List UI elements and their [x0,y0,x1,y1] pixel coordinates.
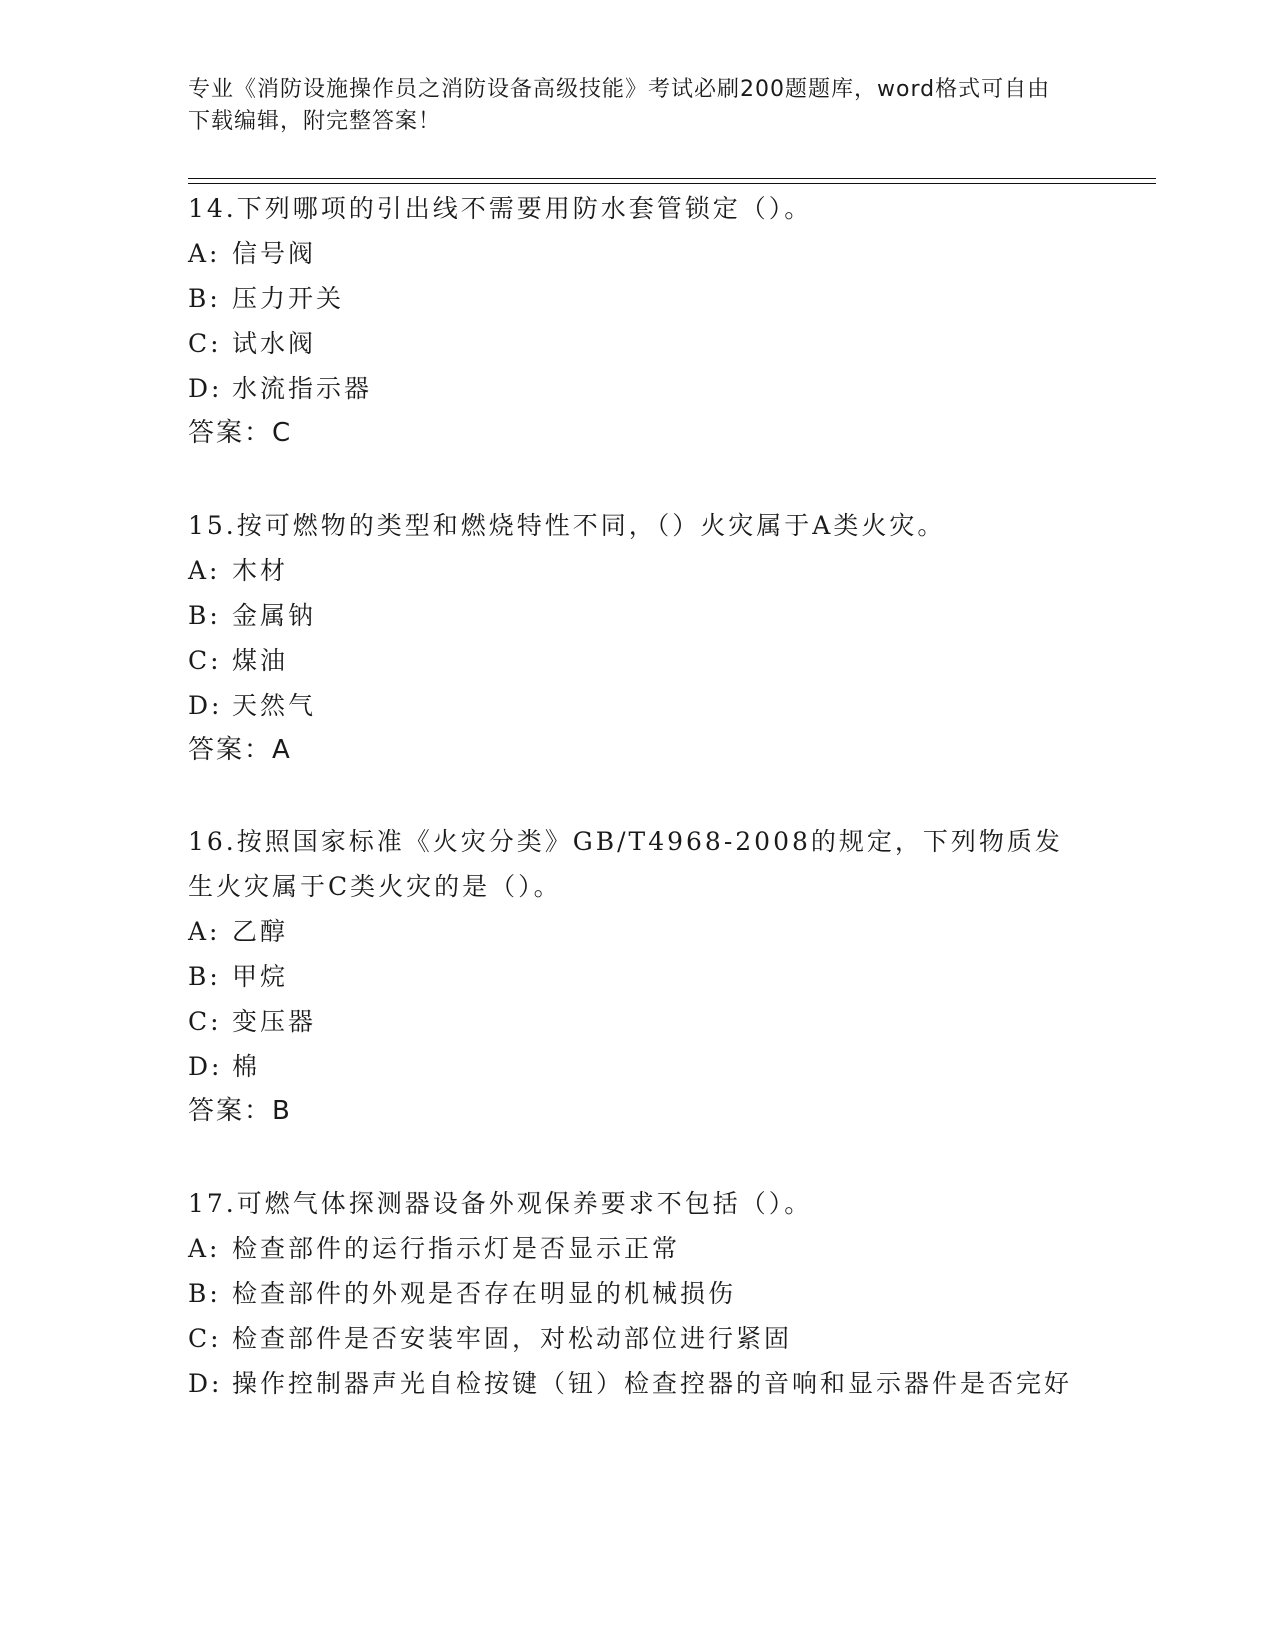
option-text: 棉 [232,1052,261,1081]
question-16 [188,819,1078,1134]
question-stem: 17.可燃气体探测器设备外观保养要求不包括（）。 [188,1189,813,1218]
question-stem: 15.按可燃物的类型和燃烧特性不同，（）火灾属于A类火灾。 [188,511,946,540]
option-b [188,276,1078,321]
option-letter: C: [188,1007,222,1036]
question-stem: 16.按照国家标准《火灾分类》GB/T4968-2008的规定，下列物质发生火灾属于C类火灾的是（）。 [188,827,1063,901]
option-text: 乙醇 [232,917,289,946]
option-letter: D: [188,1052,223,1081]
option-text: 煤油 [232,646,289,675]
option-letter: C: [188,1324,222,1353]
answer: 答案：C [188,418,293,448]
question-stem: 14.下列哪项的引出线不需要用防水套管锁定（）。 [188,194,813,223]
option-letter: B: [188,601,221,630]
header-divider-bottom [188,183,1156,184]
option-text: 金属钠 [232,601,317,630]
option-d [188,366,1078,411]
answer: 答案：A [188,735,292,765]
option-a [188,548,1078,593]
option-letter: A: [188,1234,221,1263]
option-b [188,954,1078,999]
option-text: 水流指示器 [232,374,373,403]
option-text: 检查部件是否安装牢固，对松动部位进行紧固 [232,1324,793,1353]
option-text: 天然气 [232,691,317,720]
option-letter: C: [188,646,222,675]
option-text: 检查部件的运行指示灯是否显示正常 [232,1234,681,1263]
question-14 [188,186,1078,456]
option-text: 变压器 [232,1007,317,1036]
option-letter: B: [188,284,221,313]
question-17 [188,1181,1078,1406]
option-text: 试水阀 [232,329,317,358]
document-header: 专业《消防设施操作员之消防设备高级技能》考试必刷200题题库，word格式可自由下载编辑，附完整答案！ [188,77,1051,134]
option-d [188,1044,1078,1089]
option-text: 操作控制器声光自检按键（钮）检查控器的音响和显示器件是否完好 [232,1369,1073,1398]
option-text: 压力开关 [232,284,345,313]
option-c [188,1316,1078,1361]
option-letter: A: [188,917,221,946]
option-a [188,1226,1078,1271]
option-d [188,1361,1078,1406]
option-letter: B: [188,962,221,991]
option-letter: C: [188,329,222,358]
option-letter: A: [188,239,221,268]
option-letter: A: [188,556,221,585]
option-a [188,909,1078,954]
option-text: 木材 [232,556,289,585]
option-c [188,999,1078,1044]
option-letter: D: [188,374,223,403]
option-b [188,1271,1078,1316]
option-c [188,321,1078,366]
question-15 [188,503,1078,773]
option-text: 检查部件的外观是否存在明显的机械损伤 [232,1279,737,1308]
header-divider-top [188,178,1156,179]
option-a [188,231,1078,276]
option-letter: D: [188,691,223,720]
option-letter: D: [188,1369,223,1398]
option-b [188,593,1078,638]
option-c [188,638,1078,683]
option-text: 甲烷 [232,962,289,991]
answer: 答案：B [188,1096,292,1126]
option-text: 信号阀 [232,239,317,268]
option-letter: B: [188,1279,221,1308]
option-d [188,683,1078,728]
